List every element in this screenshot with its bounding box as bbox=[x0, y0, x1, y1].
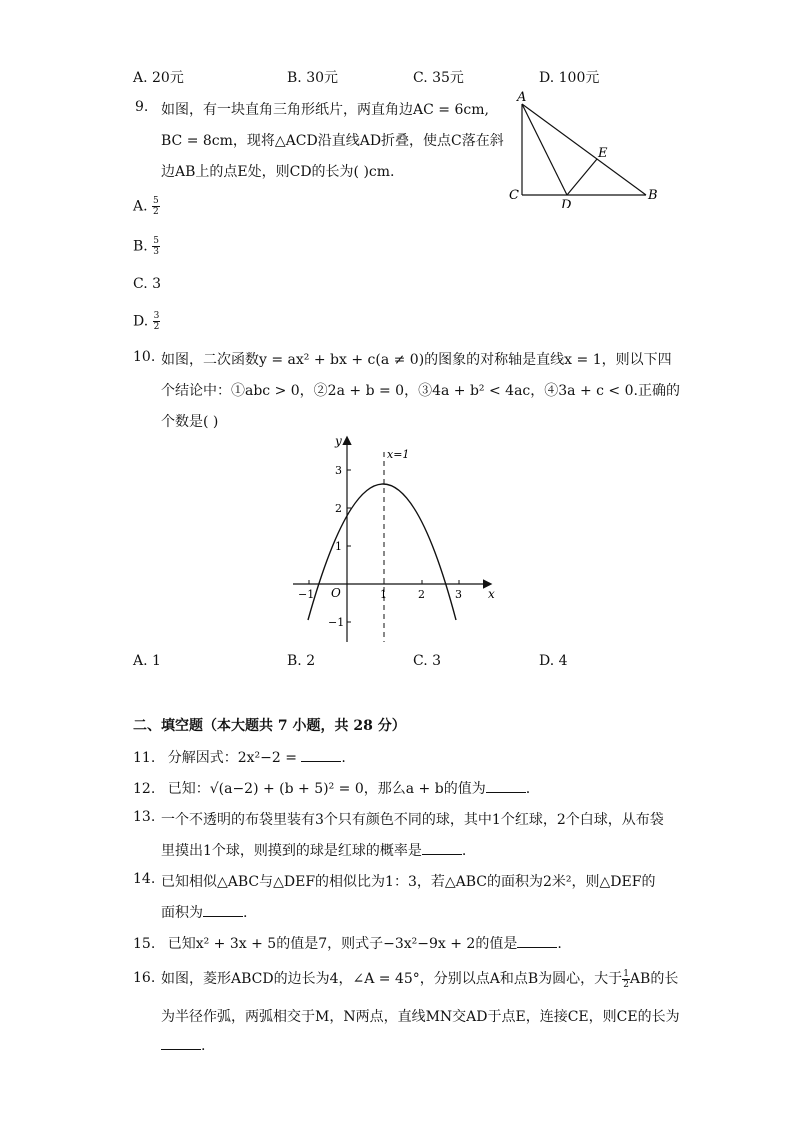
label-a: A bbox=[517, 90, 527, 105]
question-15: 15. 已知x² + 3x + 5的值是7，则式子−3x²−9x + 2的值是 . bbox=[133, 936, 562, 952]
q10-option-c: C. 3 bbox=[413, 653, 442, 669]
q16-number: 16. bbox=[133, 970, 156, 986]
q9-line-1: 如图，有一块直角三角形纸片，两直角边AC = 6cm, bbox=[161, 102, 489, 118]
segment-ad bbox=[522, 104, 567, 195]
question-11: 11. 分解因式：2x²−2 = . bbox=[133, 750, 346, 766]
y-tick-neg1: −1 bbox=[328, 616, 345, 629]
fraction: $\frac{5}{3}$ bbox=[153, 236, 159, 257]
q10-option-b: B. 2 bbox=[287, 653, 316, 669]
y-axis-label: y bbox=[335, 434, 342, 448]
label-e: E bbox=[598, 146, 608, 161]
q9-line-2: BC = 8cm，现将△ACD沿直线AD折叠，使点C落在斜 bbox=[161, 133, 504, 149]
x-tick-neg1: −1 bbox=[298, 588, 315, 601]
q9-option-d: D. $\frac{3}{2}$ bbox=[133, 311, 160, 332]
q16-line-2: 为半径作弧，两弧相交于M，N两点，直线MN交AD于点E，连接CE，则CE的长为 bbox=[161, 1009, 680, 1025]
fraction: $\frac{3}{2}$ bbox=[153, 311, 160, 332]
q9-option-c: C. 3 bbox=[133, 276, 162, 292]
answer-blank bbox=[203, 904, 243, 917]
x-tick-1: 1 bbox=[380, 588, 387, 601]
q8-option-a: A. 20元 bbox=[133, 70, 184, 86]
q13-line-1: 一个不透明的布袋里装有3个只有颜色不同的球，其中1个红球，2个白球，从布袋 bbox=[161, 812, 664, 828]
q13-line-2: 里摸出1个球，则摸到的球是红球的概率是 bbox=[161, 843, 422, 859]
q12-text: 已知：√(a−2) + (b + 5)² = 0，那么a + b的值为 bbox=[167, 781, 486, 797]
q13-line-2-wrap: 里摸出1个球，则摸到的球是红球的概率是 . bbox=[161, 843, 467, 859]
x-axis-label: x bbox=[488, 587, 495, 601]
q10-option-d: D. 4 bbox=[539, 653, 568, 669]
q9-option-b: B. $\frac{5}{3}$ bbox=[133, 236, 159, 257]
q15-number: 15. bbox=[133, 936, 156, 952]
fraction: $\frac{5}{2}$ bbox=[153, 196, 159, 217]
q11-number: 11. bbox=[133, 750, 156, 766]
answer-blank bbox=[486, 780, 526, 793]
label-b: B bbox=[648, 188, 658, 203]
q14-line-1: 已知相似△ABC与△DEF的相似比为1：3，若△ABC的面积为2米²，则△DEF的 bbox=[161, 874, 656, 890]
q15-text: 已知x² + 3x + 5的值是7，则式子−3x²−9x + 2的值是 bbox=[167, 936, 518, 952]
q13-number: 13. bbox=[133, 809, 156, 825]
q10-parabola-graph bbox=[290, 432, 505, 647]
answer-blank bbox=[161, 1037, 201, 1050]
y-tick-2: 2 bbox=[335, 502, 342, 515]
side-ab bbox=[522, 104, 646, 195]
origin-label: O bbox=[331, 586, 341, 600]
x-tick-2: 2 bbox=[418, 588, 425, 601]
q14-line-2-wrap: 面积为 . bbox=[161, 905, 248, 921]
q16-line-3: . bbox=[161, 1037, 205, 1054]
q8-option-c: C. 35元 bbox=[413, 70, 464, 86]
answer-blank bbox=[301, 749, 341, 762]
q9-triangle-figure bbox=[505, 88, 665, 208]
segment-de bbox=[567, 159, 597, 195]
q14-line-2: 面积为 bbox=[161, 905, 203, 921]
q9-line-3: 边AB上的点E处，则CD的长为( )cm. bbox=[161, 164, 395, 180]
label-d: D bbox=[561, 198, 572, 208]
answer-blank bbox=[422, 842, 462, 855]
q8-option-b: B. 30元 bbox=[287, 70, 339, 86]
q14-number: 14. bbox=[133, 871, 156, 887]
fraction: $\frac{1}{2}$ bbox=[623, 968, 629, 990]
symmetry-axis-label: x=1 bbox=[387, 448, 410, 461]
label-c: C bbox=[509, 188, 519, 203]
q11-text: 分解因式：2x²−2 = bbox=[167, 750, 302, 766]
q10-line-1: 如图，二次函数y = ax² + bx + c(a ≠ 0)的图象的对称轴是直线x = 1，则以下四 bbox=[161, 352, 672, 368]
y-tick-1: 1 bbox=[335, 540, 342, 553]
x-tick-3: 3 bbox=[455, 588, 462, 601]
q10-line-2: 个结论中：①abc > 0，②2a + b = 0，③4a + b² < 4ac，④3a + c < 0.正确的 bbox=[161, 383, 680, 399]
y-tick-3: 3 bbox=[335, 464, 342, 477]
answer-blank bbox=[517, 935, 557, 948]
q16-line-1: 如图，菱形ABCD的边长为4，∠A = 45°，分别以点A和点B为圆心，大于 $\frac{1}{2}$ AB的长 bbox=[161, 968, 679, 990]
q10-line-3: 个数是( ) bbox=[161, 414, 219, 430]
q12-number: 12. bbox=[133, 781, 156, 797]
q9-option-a: A. $\frac{5}{2}$ bbox=[133, 196, 159, 217]
question-12: 12. 已知：√(a−2) + (b + 5)² = 0，那么a + b的值为 . bbox=[133, 781, 531, 797]
q9-number: 9. bbox=[135, 99, 149, 115]
q10-number: 10. bbox=[133, 349, 156, 365]
q8-option-d: D. 100元 bbox=[539, 70, 600, 86]
q10-option-a: A. 1 bbox=[133, 653, 161, 669]
section-2-title: 二、填空题（本大题共 7 小题，共 28 分） bbox=[133, 718, 406, 734]
